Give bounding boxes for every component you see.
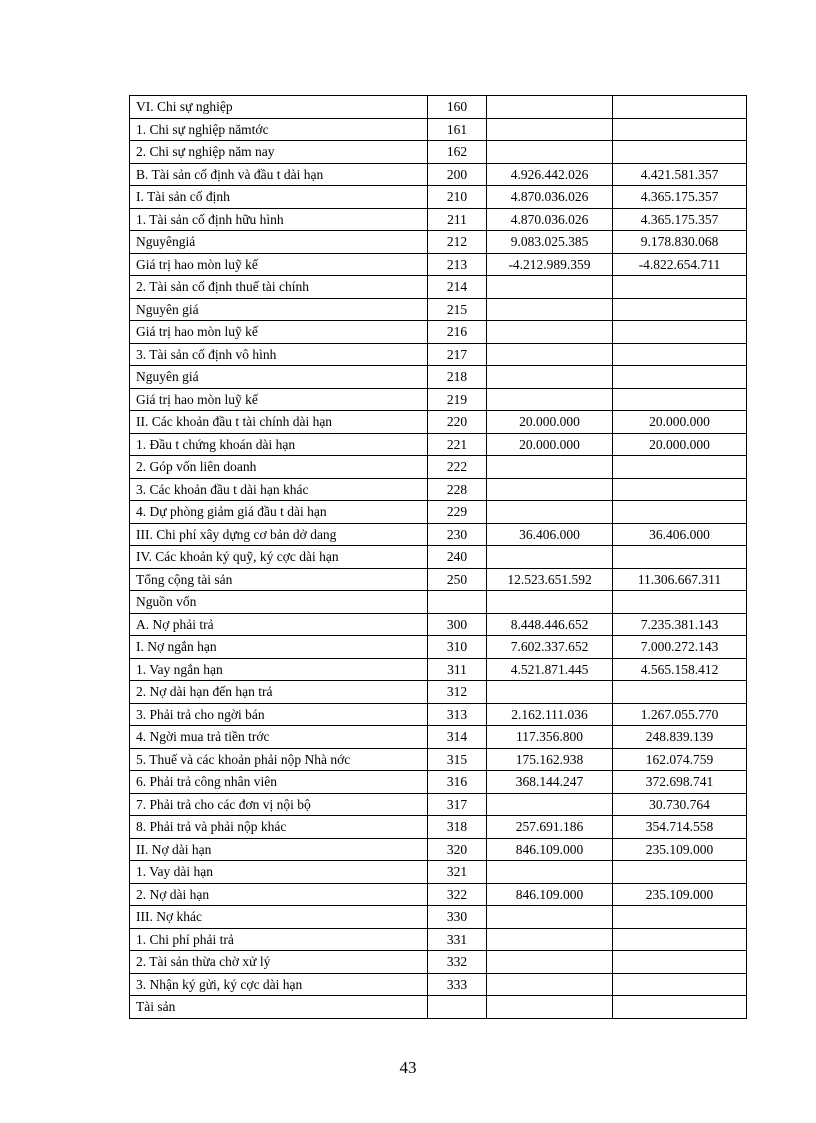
table-row <box>130 388 747 411</box>
row-value-col1: 12.523.651.592 <box>487 568 613 591</box>
row-code: 212 <box>428 231 487 254</box>
row-code: 222 <box>428 456 487 479</box>
row-label: 1. Chi phí phải trả <box>130 928 428 951</box>
row-value-col1: 8.448.446.652 <box>487 613 613 636</box>
row-label: VI. Chi sự nghiệp <box>130 96 428 119</box>
row-label: 1. Chi sự nghiệp nămtớc <box>130 118 428 141</box>
row-code: 210 <box>428 186 487 209</box>
row-label: 3. Nhận ký gửi, ký cợc dài hạn <box>130 973 428 996</box>
row-value-col1: 846.109.000 <box>487 883 613 906</box>
row-value-col1 <box>487 996 613 1019</box>
row-code: 161 <box>428 118 487 141</box>
row-code: 213 <box>428 253 487 276</box>
row-value-col1 <box>487 478 613 501</box>
row-label: 1. Tài sản cố định hữu hình <box>130 208 428 231</box>
table-row <box>130 816 747 839</box>
row-value-col1: -4.212.989.359 <box>487 253 613 276</box>
row-label: Nguồn vốn <box>130 591 428 614</box>
row-value-col1 <box>487 298 613 321</box>
row-label: Nguyêngiá <box>130 231 428 254</box>
row-label: 3. Phải trả cho ngời bán <box>130 703 428 726</box>
page-number: 43 <box>399 1058 417 1077</box>
table-row <box>130 726 747 749</box>
row-value-col1: 4.926.442.026 <box>487 163 613 186</box>
row-value-col1: 20.000.000 <box>487 433 613 456</box>
row-label: Giá trị hao mòn luỹ kế <box>130 388 428 411</box>
row-value-col2 <box>613 456 747 479</box>
row-label: Nguyên giá <box>130 298 428 321</box>
row-value-col1 <box>487 681 613 704</box>
row-value-col2 <box>613 118 747 141</box>
row-value-col1 <box>487 343 613 366</box>
row-value-col1 <box>487 501 613 524</box>
row-label: II. Nợ dài hạn <box>130 838 428 861</box>
row-label: 8. Phải trả và phải nộp khác <box>130 816 428 839</box>
row-code: 300 <box>428 613 487 636</box>
table-row <box>130 523 747 546</box>
row-code: 312 <box>428 681 487 704</box>
row-label: I. Tài sản cố định <box>130 186 428 209</box>
row-label: 3. Tài sản cố định vô hình <box>130 343 428 366</box>
row-value-col1: 20.000.000 <box>487 411 613 434</box>
row-code: 250 <box>428 568 487 591</box>
row-code: 219 <box>428 388 487 411</box>
row-value-col2: -4.822.654.711 <box>613 253 747 276</box>
row-value-col1: 4.521.871.445 <box>487 658 613 681</box>
row-code: 311 <box>428 658 487 681</box>
row-code: 330 <box>428 906 487 929</box>
table-row <box>130 411 747 434</box>
row-value-col1 <box>487 141 613 164</box>
table-row <box>130 681 747 704</box>
row-label: 2. Tài sản thừa chờ xử lý <box>130 951 428 974</box>
row-code: 218 <box>428 366 487 389</box>
row-code: 214 <box>428 276 487 299</box>
row-value-col1 <box>487 793 613 816</box>
row-value-col2 <box>613 321 747 344</box>
row-value-col2: 354.714.558 <box>613 816 747 839</box>
row-value-col1 <box>487 951 613 974</box>
row-label: 1. Vay dài hạn <box>130 861 428 884</box>
row-value-col2: 372.698.741 <box>613 771 747 794</box>
row-value-col2 <box>613 298 747 321</box>
balance-sheet-table <box>129 95 747 1019</box>
row-code <box>428 591 487 614</box>
row-value-col1 <box>487 118 613 141</box>
row-value-col1 <box>487 546 613 569</box>
row-value-col2: 235.109.000 <box>613 838 747 861</box>
row-value-col2 <box>613 276 747 299</box>
row-value-col2: 30.730.764 <box>613 793 747 816</box>
row-label: II. Các khoản đầu t tài chính dài hạn <box>130 411 428 434</box>
row-value-col2: 4.365.175.357 <box>613 186 747 209</box>
table-row <box>130 118 747 141</box>
table-row <box>130 298 747 321</box>
row-code: 318 <box>428 816 487 839</box>
table-row <box>130 163 747 186</box>
table-row <box>130 591 747 614</box>
table-row <box>130 996 747 1019</box>
row-code: 315 <box>428 748 487 771</box>
table-row <box>130 951 747 974</box>
table-row <box>130 186 747 209</box>
row-label: Tổng cộng tài sản <box>130 568 428 591</box>
row-value-col2 <box>613 478 747 501</box>
row-code: 310 <box>428 636 487 659</box>
table-row <box>130 861 747 884</box>
table-row <box>130 928 747 951</box>
row-code: 313 <box>428 703 487 726</box>
row-value-col2: 235.109.000 <box>613 883 747 906</box>
table-row <box>130 501 747 524</box>
table-row <box>130 636 747 659</box>
row-code: 217 <box>428 343 487 366</box>
row-code: 332 <box>428 951 487 974</box>
table-row <box>130 973 747 996</box>
row-label: 5. Thuế và các khoản phải nộp Nhà nớc <box>130 748 428 771</box>
table-row <box>130 208 747 231</box>
row-code: 228 <box>428 478 487 501</box>
row-value-col2 <box>613 501 747 524</box>
row-code: 216 <box>428 321 487 344</box>
row-value-col1: 846.109.000 <box>487 838 613 861</box>
table-row <box>130 141 747 164</box>
row-value-col2: 7.235.381.143 <box>613 613 747 636</box>
row-value-col1 <box>487 388 613 411</box>
row-value-col2 <box>613 388 747 411</box>
row-code: 211 <box>428 208 487 231</box>
table-row <box>130 343 747 366</box>
row-value-col2 <box>613 906 747 929</box>
row-label: 6. Phải trả công nhân viên <box>130 771 428 794</box>
row-label: 2. Nợ dài hạn <box>130 883 428 906</box>
table-row <box>130 568 747 591</box>
table-row <box>130 838 747 861</box>
row-label: Giá trị hao mòn luỹ kế <box>130 321 428 344</box>
row-label: 4. Ngời mua trả tiền trớc <box>130 726 428 749</box>
row-value-col1: 117.356.800 <box>487 726 613 749</box>
table-row <box>130 478 747 501</box>
row-value-col1 <box>487 456 613 479</box>
table-row <box>130 321 747 344</box>
table-row <box>130 793 747 816</box>
row-value-col2 <box>613 861 747 884</box>
row-label: III. Nợ khác <box>130 906 428 929</box>
row-value-col1: 7.602.337.652 <box>487 636 613 659</box>
row-value-col2 <box>613 141 747 164</box>
row-value-col2 <box>613 928 747 951</box>
table-row <box>130 366 747 389</box>
row-label: 1. Vay ngắn hạn <box>130 658 428 681</box>
row-value-col2 <box>613 546 747 569</box>
table-row <box>130 456 747 479</box>
row-value-col1 <box>487 276 613 299</box>
row-value-col1: 36.406.000 <box>487 523 613 546</box>
row-label: B. Tài sản cố định và đầu t dài hạn <box>130 163 428 186</box>
row-code: 200 <box>428 163 487 186</box>
row-label: 4. Dự phòng giảm giá đầu t dài hạn <box>130 501 428 524</box>
table-row <box>130 253 747 276</box>
row-label: III. Chi phí xây dựng cơ bản dở dang <box>130 523 428 546</box>
row-value-col2: 162.074.759 <box>613 748 747 771</box>
row-value-col2: 248.839.139 <box>613 726 747 749</box>
row-code: 220 <box>428 411 487 434</box>
row-value-col1: 9.083.025.385 <box>487 231 613 254</box>
row-value-col1 <box>487 973 613 996</box>
row-value-col2: 4.421.581.357 <box>613 163 747 186</box>
row-code: 221 <box>428 433 487 456</box>
row-label: 2. Góp vốn liên doanh <box>130 456 428 479</box>
row-code: 240 <box>428 546 487 569</box>
table-row <box>130 703 747 726</box>
row-label: I. Nợ ngắn hạn <box>130 636 428 659</box>
row-value-col1: 175.162.938 <box>487 748 613 771</box>
row-code: 321 <box>428 861 487 884</box>
row-label: IV. Các khoản ký quỹ, ký cợc dài hạn <box>130 546 428 569</box>
row-value-col1 <box>487 366 613 389</box>
table-row <box>130 96 747 119</box>
table-row <box>130 771 747 794</box>
row-code: 320 <box>428 838 487 861</box>
row-value-col2 <box>613 591 747 614</box>
row-label: Nguyên giá <box>130 366 428 389</box>
row-value-col1: 4.870.036.026 <box>487 186 613 209</box>
row-label: 2. Nợ dài hạn đến hạn trả <box>130 681 428 704</box>
row-value-col1: 2.162.111.036 <box>487 703 613 726</box>
table-row <box>130 748 747 771</box>
table-row <box>130 613 747 636</box>
row-value-col2: 20.000.000 <box>613 411 747 434</box>
row-value-col2: 4.565.158.412 <box>613 658 747 681</box>
row-code: 316 <box>428 771 487 794</box>
row-code: 317 <box>428 793 487 816</box>
row-label: 3. Các khoản đầu t dài hạn khác <box>130 478 428 501</box>
row-value-col1: 257.691.186 <box>487 816 613 839</box>
row-value-col2: 1.267.055.770 <box>613 703 747 726</box>
row-value-col1 <box>487 96 613 119</box>
row-label: 7. Phải trả cho các đơn vị nội bộ <box>130 793 428 816</box>
row-value-col1 <box>487 861 613 884</box>
row-value-col2: 9.178.830.068 <box>613 231 747 254</box>
row-label: Giá trị hao mòn luỹ kế <box>130 253 428 276</box>
row-value-col1: 4.870.036.026 <box>487 208 613 231</box>
row-code <box>428 996 487 1019</box>
row-label: Tài sản <box>130 996 428 1019</box>
balance-sheet-body <box>130 96 747 1019</box>
row-value-col2 <box>613 343 747 366</box>
table-row <box>130 276 747 299</box>
table-row <box>130 658 747 681</box>
row-value-col2 <box>613 96 747 119</box>
row-value-col2 <box>613 366 747 389</box>
row-label: 2. Chi sự nghiệp năm nay <box>130 141 428 164</box>
row-code: 322 <box>428 883 487 906</box>
row-value-col1 <box>487 928 613 951</box>
row-code: 314 <box>428 726 487 749</box>
row-value-col2: 4.365.175.357 <box>613 208 747 231</box>
row-value-col2: 20.000.000 <box>613 433 747 456</box>
table-row <box>130 433 747 456</box>
table-row <box>130 906 747 929</box>
row-label: A. Nợ phải trả <box>130 613 428 636</box>
row-value-col2 <box>613 681 747 704</box>
row-code: 229 <box>428 501 487 524</box>
row-value-col2: 36.406.000 <box>613 523 747 546</box>
row-code: 230 <box>428 523 487 546</box>
table-row <box>130 883 747 906</box>
row-value-col2: 7.000.272.143 <box>613 636 747 659</box>
row-label: 2. Tài sản cố định thuế tài chính <box>130 276 428 299</box>
table-row <box>130 546 747 569</box>
row-code: 162 <box>428 141 487 164</box>
table-row <box>130 231 747 254</box>
row-label: 1. Đầu t chứng khoán dài hạn <box>130 433 428 456</box>
row-value-col1: 368.144.247 <box>487 771 613 794</box>
row-value-col2 <box>613 996 747 1019</box>
row-code: 331 <box>428 928 487 951</box>
row-value-col1 <box>487 321 613 344</box>
row-value-col2: 11.306.667.311 <box>613 568 747 591</box>
row-value-col1 <box>487 591 613 614</box>
row-value-col2 <box>613 973 747 996</box>
row-value-col1 <box>487 906 613 929</box>
row-code: 215 <box>428 298 487 321</box>
row-value-col2 <box>613 951 747 974</box>
row-code: 160 <box>428 96 487 119</box>
row-code: 333 <box>428 973 487 996</box>
